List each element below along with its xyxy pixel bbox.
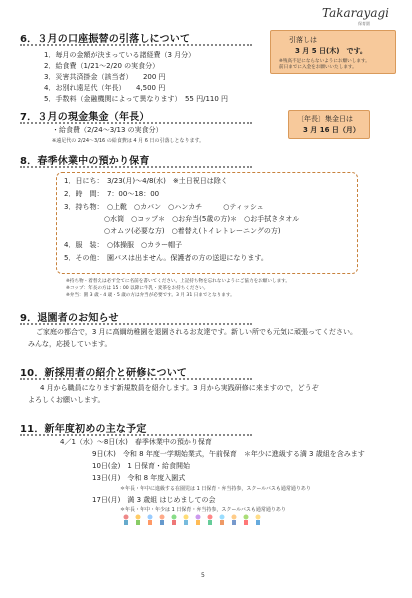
brand-subtitle: 保育園 [358, 21, 370, 26]
section-11-title: 11．新年度初めの主な予定 [20, 424, 147, 435]
sec8-row-date: 1．日にち： 3/23(月)〜4/8(水) ※土日祝日は除く [64, 177, 228, 185]
sec11-row-4-note: ＊年長・年中に進級する在園児は 1 日保育・弁当持参，スクールバスも通常通りあり [120, 486, 311, 492]
sec6-note: ※遠足代の 2/24〜3/16 の給食費は 4 月 6 日の引落しとなります。 [52, 138, 205, 144]
children-illustration-border [120, 512, 270, 526]
sec7-item: ・給食費（2/24〜3/13 の実食分） [52, 126, 163, 134]
section-8-title: 8．春季休業中の預かり保育 [20, 156, 150, 167]
page-number: 5 [201, 572, 205, 579]
children-figures-icon [124, 515, 261, 526]
sec8-row-clothes: 4．服 装： ○体操服 ○カラー帽子 [64, 241, 183, 249]
section-9-title: 9．退園者のお知らせ [20, 313, 119, 324]
section-8-rule [20, 166, 252, 168]
section-9-rule [20, 323, 252, 325]
sec6-box-line-1: 引落しは [289, 36, 317, 44]
section-6-rule [20, 44, 252, 46]
section-10-rule [20, 378, 252, 380]
sec11-row-5-note: ＊年長・年中・年少は 1 日保育・弁当持参，スクールバスも通常通りあり [120, 507, 286, 513]
sec11-row-4: 13日(月) 令和 8 年度入園式 [92, 474, 186, 482]
sec6-box-line-4: 前日までに入金をお願いいたします。 [279, 65, 357, 70]
sec11-row-5: 17日(月) 満 3 歳組 はじめましての会 [92, 496, 216, 504]
sec10-line-1: 4 月から職員になります新規数員を紹介します。3 月から実践研修に来ますので，どうぞ [40, 384, 319, 392]
section-6-title: 6．３月の口座振替の引落しについて [20, 34, 191, 45]
sec7-box-line-1: 〔年長〕集金日は [297, 115, 353, 123]
sec6-item-3: 3．災害共済掛金（該当者） 200 円 [44, 73, 166, 81]
sec6-withdrawal-box [270, 30, 396, 74]
sec8-row-items-2: ○水筒 ○コップ＊ ○お弁当(5歳の方)＊ ○お手拭きタオル [104, 215, 300, 223]
section-7-rule [20, 122, 252, 124]
sec8-row-time: 2．時 間： 7：00〜18：00 [64, 190, 160, 198]
sec9-line-1: ご家庭の都合で，3 月に高綱幼稚園を退園されるお友達です。新しい所でも元気に頑張ってください。 [36, 328, 357, 336]
sec8-row-items-3: ○オムツ(必要な方) ○着替え(トイレトレーニングの方) [104, 227, 281, 235]
sec9-line-2: みんな，応援しています。 [28, 340, 112, 348]
section-7-title: 7．３月の現金集金（年長） [20, 112, 150, 123]
sec7-collection-box [288, 110, 370, 139]
section-11-rule [20, 434, 252, 436]
sec8-note-1: ※持ち物・着替えは必ず全てに名前を書いてください。上記持ち物を忘れないようにご協力をお願いします。 [66, 279, 290, 284]
section-10-title: 10．新採用者の紹介と研修について [20, 368, 188, 379]
sec6-item-5: 5．手数料（金融機関によって異なります） 55 円/110 円 [44, 95, 229, 103]
sec11-row-2: 9日(木) 令和 8 年度一学期始業式，午前保育 ＊年少に進級する満 3 歳組を含みます [92, 450, 365, 458]
sec8-row-other: 5．その他： 園バスは出ません。保護者の方の送迎になります。 [64, 254, 268, 262]
sec8-row-items-1: 3．持ち物： ○上靴 ○カバン ○ハンカチ ○ティッシュ [64, 203, 264, 211]
sec6-item-2: 2．給食費（1/21〜2/20 の実食分） [44, 62, 160, 70]
sec8-note-2: ※コップ：年長の方は 15 : 00 以降に牛乳・麦茶をお持ちください。 [66, 286, 209, 291]
sec11-row-1: 4／1（水）〜8日(水) 春季休業中の預かり保育 [60, 438, 212, 446]
sec11-row-3: 10日(金) 1 日保育・給食開始 [92, 462, 191, 470]
sec6-item-1: 1．毎月の金額が決まっている諸経費（3 月分） [44, 51, 196, 59]
sec6-item-4: 4．お別れ遠足代（年長） 4,500 円 [44, 84, 166, 92]
sec8-note-3: ※弁当：園 3 歳・4 歳・5 歳の方は弁当が必要です。3 月 31 日までとなります。 [66, 293, 235, 298]
sec6-box-line-3: ※残高不足にならないようにお願いします。 [279, 59, 370, 64]
brand-logo: Takarayagi [322, 6, 389, 20]
sec7-box-line-2: 3 月 16 日（月） [303, 126, 360, 134]
sec6-box-line-2: 3 月 5 日(木) です。 [295, 47, 367, 55]
sec10-line-2: よろしくお願いします。 [28, 396, 105, 404]
